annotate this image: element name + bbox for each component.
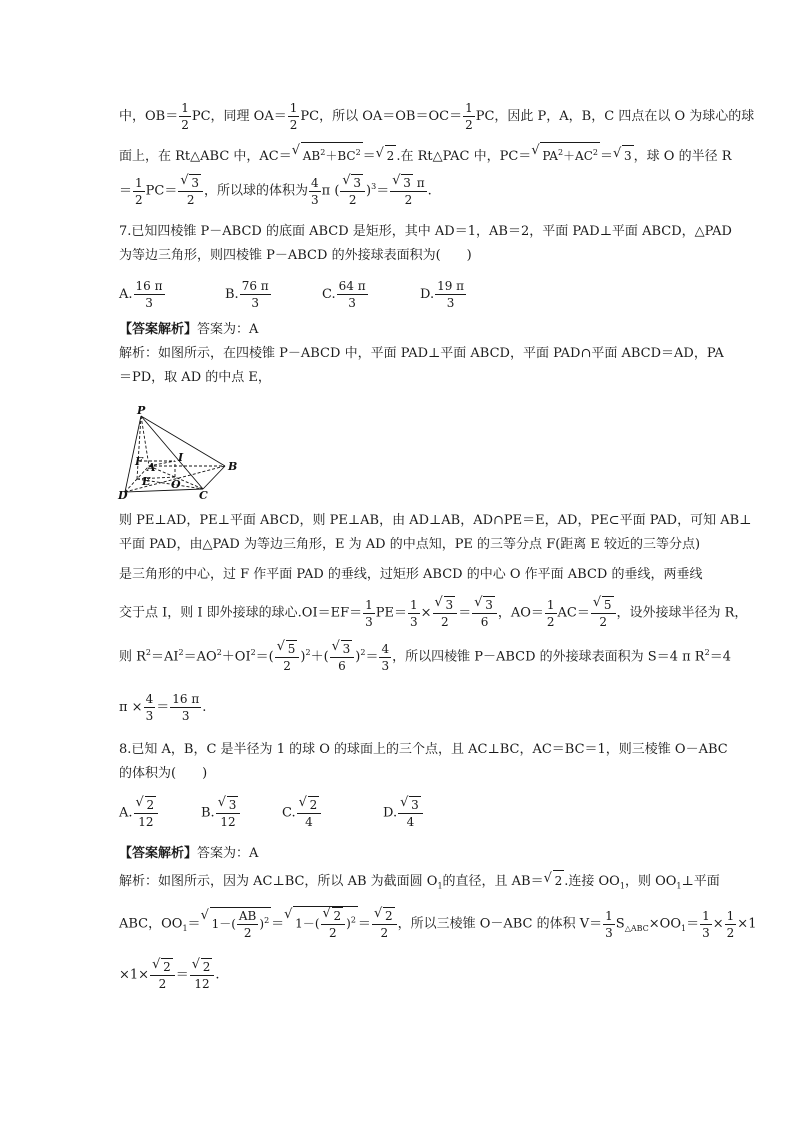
- q7-answer: 【答案解析】答案为：A: [119, 322, 259, 337]
- prev-line-2: 面上，在 Rt△ABC 中，AC＝√ $AB^2+BC^2$ ＝√ 2 .在 Rt△PAC 中，PC＝√ $PA^2+AC^2$ ＝√ 3 ，球 O 的半径 R: [119, 142, 732, 167]
- pyramid-figure: [117, 403, 242, 501]
- q8-answer: 【答案解析】答案为：A: [119, 846, 259, 861]
- q7-solution-line-6: 交于点 I，则 I 即外接球的球心.OI＝EF＝ $\frac{1}{3}$ PE＝ $\frac{1}{3}$ × √ $\frac{3}{2}$ ＝ √ $\frac{3}{6}$ ，AO＝ $\frac{1}{2}$ AC＝ √ $\frac{5}{2}$ ，设外接球半径为 R，: [119, 596, 747, 630]
- q8-solution-line-3: ×1× √ $\frac{2}{2}$ ＝ √ $\frac{2}{12}$ .: [119, 958, 220, 992]
- fig-label-b: B: [228, 460, 238, 473]
- prev-line-1: 中，OB＝ $\frac{1}{2}$ PC，同理 OA＝ $\frac{1}{2}$ PC，所以 OA＝OB＝OC＝ $\frac{1}{2}$ PC，因此 P，A，B，C 四点在以 O 为球心的球: [119, 101, 755, 132]
- fig-label-p: P: [137, 404, 146, 417]
- q8-option-c: C. √ $\frac{2}{4}$: [282, 796, 322, 830]
- fig-label-a: A: [147, 461, 156, 474]
- q7-stem-line-1: 7.已知四棱锥 P－ABCD 的底面 ABCD 是矩形，其中 AD＝1，AB＝2，平面 PAD⊥平面 ABCD，△PAD: [119, 224, 732, 239]
- fig-label-e: E: [142, 475, 151, 488]
- q7-solution-line-1: 解析：如图所示，在四棱锥 P－ABCD 中，平面 PAD⊥平面 ABCD，平面 PAD∩平面 ABCD＝AD，PA: [119, 346, 724, 361]
- fig-label-f: F: [135, 455, 143, 468]
- q7-solution-line-5: 是三角形的中心，过 F 作平面 PAD 的垂线，过矩形 ABCD 的中心 O 作平面 ABCD 的垂线，两垂线: [119, 567, 703, 582]
- q7-option-c: C. $\frac{64 \pi}{3}$: [322, 279, 366, 310]
- q7-solution-line-2: ＝PD，取 AD 的中点 E，: [119, 370, 271, 385]
- q8-solution-line-2: ABC，$OO_1=√$ 1－( $\frac{AB}{2}$ )$^2$ ＝√ 1－( √ $\frac{2}{2}$ )$^2$ ＝ √ $\frac{2}{2}$ ，所以三棱锥 O－ABC 的体积 V＝ $\frac{1}{3}$ $S_{\triangle ABC}\times OO_1=$ $\frac{1}{3}$ × $\frac{1}{2}$ ×1: [119, 906, 756, 941]
- q7-solution-line-4: 平面 PAD，由△PAD 为等边三角形，E 为 AD 的中点知，PE 的三等分点 F(距离 E 较近的三等分点): [119, 537, 701, 552]
- q7-option-d: D. $\frac{19 \pi}{3}$: [420, 279, 465, 310]
- q8-solution-line-1: 解析：如图所示，因为 AC⊥BC，所以 AB 为截面圆 $O_1$的直径，且 AB＝√ 2 .连接 $OO_1$，则 $OO_1\perp$平面: [119, 870, 720, 897]
- q7-option-b: B. $\frac{76 \pi}{3}$: [225, 279, 269, 310]
- q8-stem-line-1: 8.已知 A，B，C 是半径为 1 的球 O 的球面上的三个点，且 AC⊥BC，AC＝BC＝1，则三棱锥 O－ABC: [119, 742, 728, 757]
- q7-solution-line-3: 则 PE⊥AD，PE⊥平面 ABCD，则 PE⊥AB，由 AD⊥AB，AD∩PE＝E，AD，PE⊂平面 PAD，可知 AB⊥: [119, 513, 752, 528]
- q8-option-d: D. √ $\frac{3}{4}$: [383, 796, 424, 830]
- q7-solution-line-8: π × $\frac{4}{3}$ ＝ $\frac{16 \pi}{3}$ .: [119, 692, 207, 723]
- fig-label-i: I: [178, 451, 184, 464]
- q8-stem-line-2: 的体积为( ): [119, 766, 208, 781]
- q7-solution-line-7: 则 $R^2=AI^2=AO^2+OI^2=$( √ $\frac{5}{2}$ )$^2$＋( √ $\frac{3}{6}$ )$^2$＝ $\frac{4}{3}$ ，所以四棱锥 P－ABCD 的外接球表面积为 S＝4 π $R^2=4$: [119, 640, 731, 674]
- fig-label-d: D: [118, 489, 128, 501]
- prev-line-3: ＝ $\frac{1}{2}$ PC＝ √ $\frac{3}{2}$ ，所以球的体积为 $\frac{4}{3}$ π ( √ $\frac{3}{2}$ )$^3$＝ √ $\frac{3 \pi}{2}$ .: [119, 174, 432, 208]
- fig-label-o: O: [171, 478, 181, 491]
- q8-option-b: B. √ $\frac{3}{12}$: [201, 796, 241, 830]
- q8-option-a: A. √ $\frac{2}{12}$: [119, 796, 159, 830]
- fig-label-c: C: [199, 489, 208, 501]
- q7-option-a: A. $\frac{16 \pi}{3}$: [119, 279, 163, 310]
- q7-stem-line-2: 为等边三角形，则四棱锥 P－ABCD 的外接球表面积为( ): [119, 248, 472, 263]
